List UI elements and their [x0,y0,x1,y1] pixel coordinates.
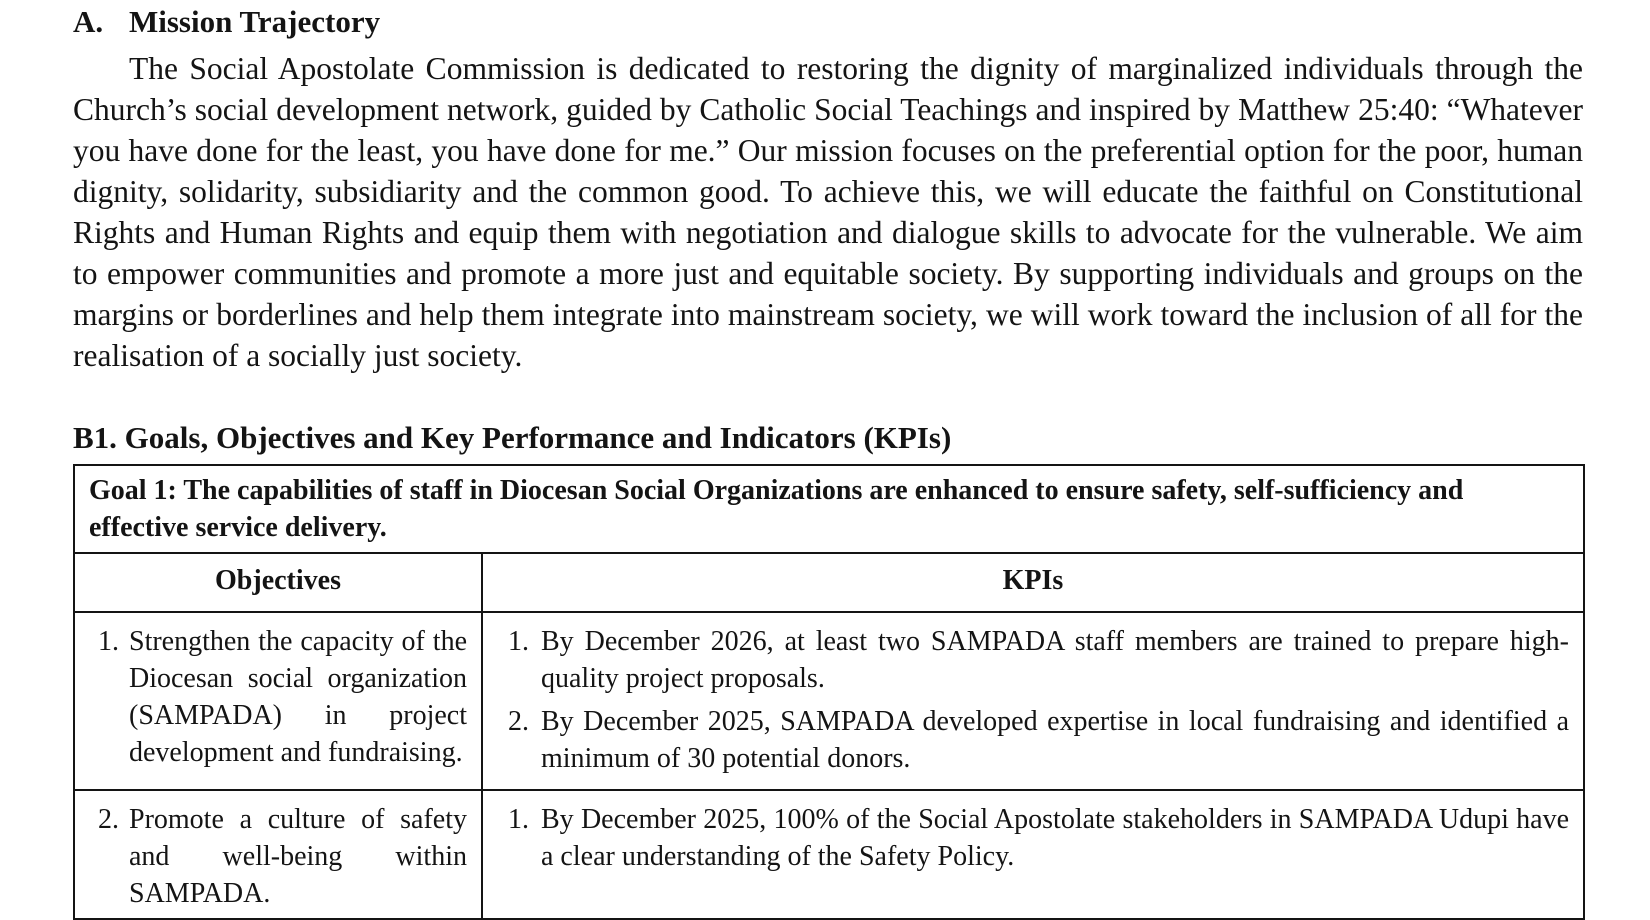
objective-cell [74,790,482,919]
kpi-number: 1. [508,626,529,657]
kpi-number: 1. [508,804,529,835]
kpi-number: 2. [508,706,529,737]
objective-list [75,613,481,777]
kpis-header: KPIs [482,553,1584,612]
document-page [73,0,1583,920]
goal-1-cell: Goal 1: The capabilities of staff in Diocesan Social Organizations are enhanced to ensure safety, self-sufficiency and effective service delivery. [74,465,1584,553]
list-item [483,703,1569,777]
table-row [74,612,1584,790]
kpi-text: By December 2026, at least two SAMPADA staff members are trained to prepare high-quality project proposals. [541,626,1570,694]
objective-cell [74,612,482,790]
header-row [74,553,1584,612]
objectives-header: Objectives [74,553,482,612]
kpi-list [483,791,1583,887]
kpi-list [483,613,1583,789]
objective-number: 2. [98,804,119,835]
goal-row [74,465,1584,553]
kpi-cell [482,790,1584,919]
objective-number: 1. [98,626,119,657]
objective-text: Promote a culture of safety and well-being within SAMPADA. [129,804,467,909]
table-row [74,790,1584,919]
kpi-text: By December 2025, SAMPADA developed expertise in local fundraising and identified a minimum of 30 potential donors. [541,706,1570,774]
mission-paragraph: The Social Apostolate Commission is dedicated to restoring the dignity of marginalized individuals through the Church’s social development network, guided by Catholic Social Teachings and inspired by Matthew 25:40: “Whatever you have done for the least, you have done for me.” Our mission focuses on the preferential option for the poor, human dignity, solidarity, subsidiarity and the common good. To achieve this, we will educate the faithful on Constitutional Rights and Human Rights and equip them with negotiation and dialogue skills to advocate for the vulnerable. We aim to empower communities and promote a more just and equitable society. By supporting individuals and groups on the margins or borderlines and help them integrate into mainstream society, we will work toward the inclusion of all for the realisation of a socially just society. [73,51,1583,373]
section-a-number: A. [73,4,104,39]
section-a-heading [73,2,1583,42]
section-b1-heading: B1. Goals, Objectives and Key Performance and Indicators (KPIs) [73,420,952,455]
kpi-text: By December 2025, 100% of the Social Apostolate stakeholders in SAMPADA Udupi have a clear understanding of the Safety Policy. [541,804,1570,872]
section-a-title: Mission Trajectory [129,4,381,39]
goals-kpi-table [73,464,1585,920]
objective-list [75,791,481,918]
list-item [483,801,1569,875]
list-item [75,801,467,912]
list-item [483,623,1569,697]
objective-text: Strengthen the capacity of the Diocesan social organization (SAMPADA) in project development and fundraising. [129,626,467,768]
kpi-cell [482,612,1584,790]
list-item [75,623,467,771]
